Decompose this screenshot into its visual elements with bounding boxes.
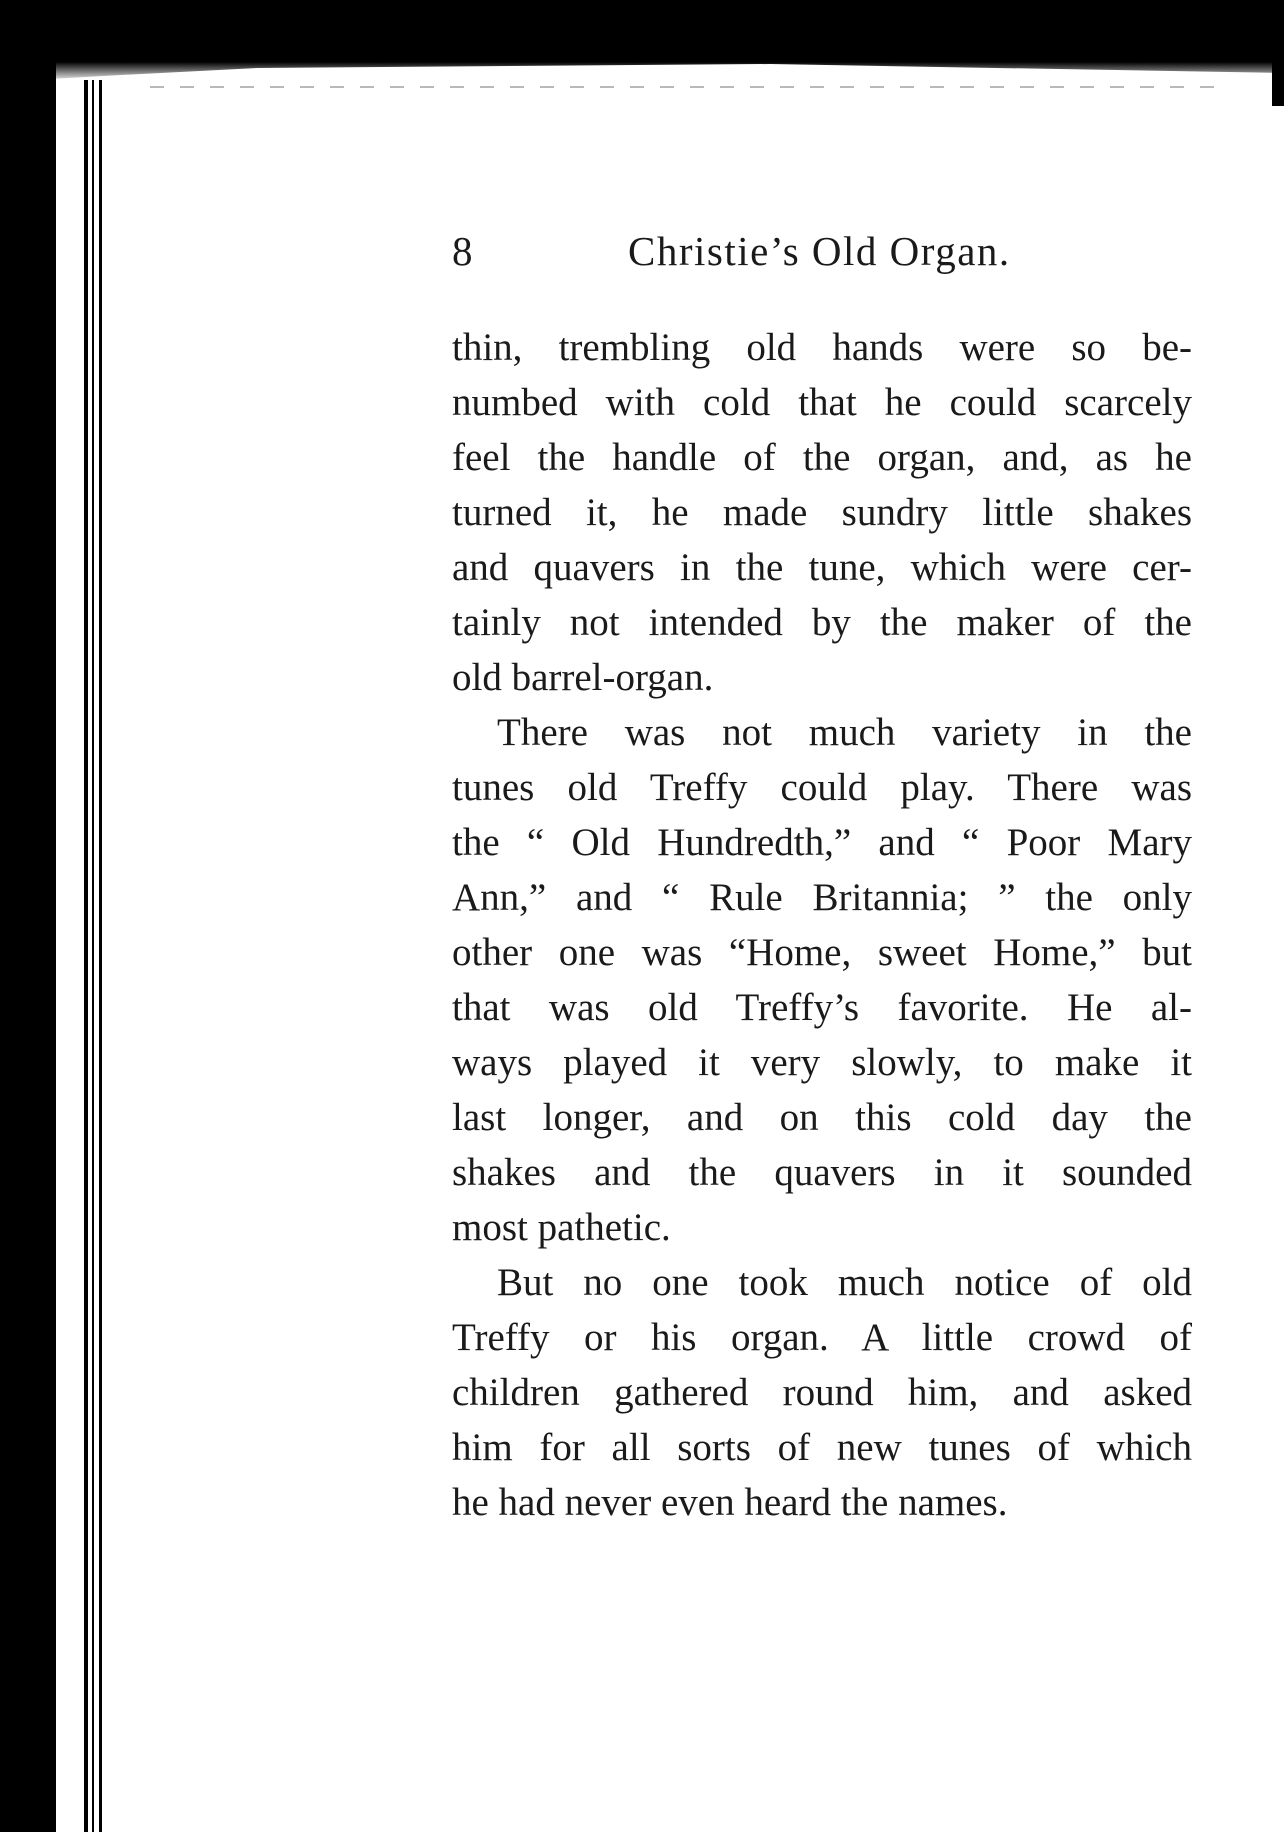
text-line: feel the handle of the organ, and, as he [452, 436, 1192, 479]
text-line: the “ Old Hundredth,” and “ Poor Mary [452, 821, 1192, 864]
text-line: he had never even heard the names. [452, 1481, 1008, 1524]
text-line: tainly not intended by the maker of the [452, 601, 1192, 644]
text-line: thin, trembling old hands were so be- [452, 326, 1192, 369]
scan-right-notch [1272, 60, 1284, 106]
text-line: There was not much variety in the [497, 711, 1192, 754]
text-line: him for all sorts of new tunes of which [452, 1426, 1192, 1469]
text-line: numbed with cold that he could scarcely [452, 381, 1192, 424]
paragraph [452, 320, 1192, 705]
scan-left-rule [84, 80, 88, 1832]
text-line: turned it, he made sundry little shakes [452, 491, 1192, 534]
paragraph [452, 1255, 1192, 1530]
text-line: shakes and the quavers in it sounded [452, 1151, 1192, 1194]
text-line: old barrel-organ. [452, 656, 714, 699]
scan-top-curve [0, 62, 1284, 82]
paragraph [452, 705, 1192, 1255]
text-line: ways played it very slowly, to make it [452, 1041, 1192, 1084]
scan-left-rule [99, 80, 102, 1832]
scan-left-edge [0, 0, 56, 1832]
body-text [452, 320, 1192, 1530]
text-line: that was old Treffy’s favorite. He al- [452, 986, 1192, 1029]
text-line: last longer, and on this cold day the [452, 1096, 1192, 1139]
text-line: Treffy or his organ. A little crowd of [452, 1316, 1192, 1359]
page-number: 8 [452, 228, 474, 274]
text-line: tunes old Treffy could play. There was [452, 766, 1192, 809]
scan-dash-line [150, 86, 1230, 88]
running-title: Christie’s Old Organ. [628, 228, 1011, 274]
text-line: But no one took much notice of old [497, 1261, 1192, 1304]
text-line: and quavers in the tune, which were cer- [452, 546, 1192, 589]
text-line: other one was “Home, sweet Home,” but [452, 931, 1192, 974]
page-header [452, 226, 1192, 276]
text-line: most pathetic. [452, 1206, 671, 1249]
text-line: Ann,” and “ Rule Britannia; ” the only [452, 876, 1192, 919]
scan-left-rule [92, 80, 94, 1832]
text-line: children gathered round him, and asked [452, 1371, 1192, 1414]
scan-top-band [0, 0, 1284, 62]
